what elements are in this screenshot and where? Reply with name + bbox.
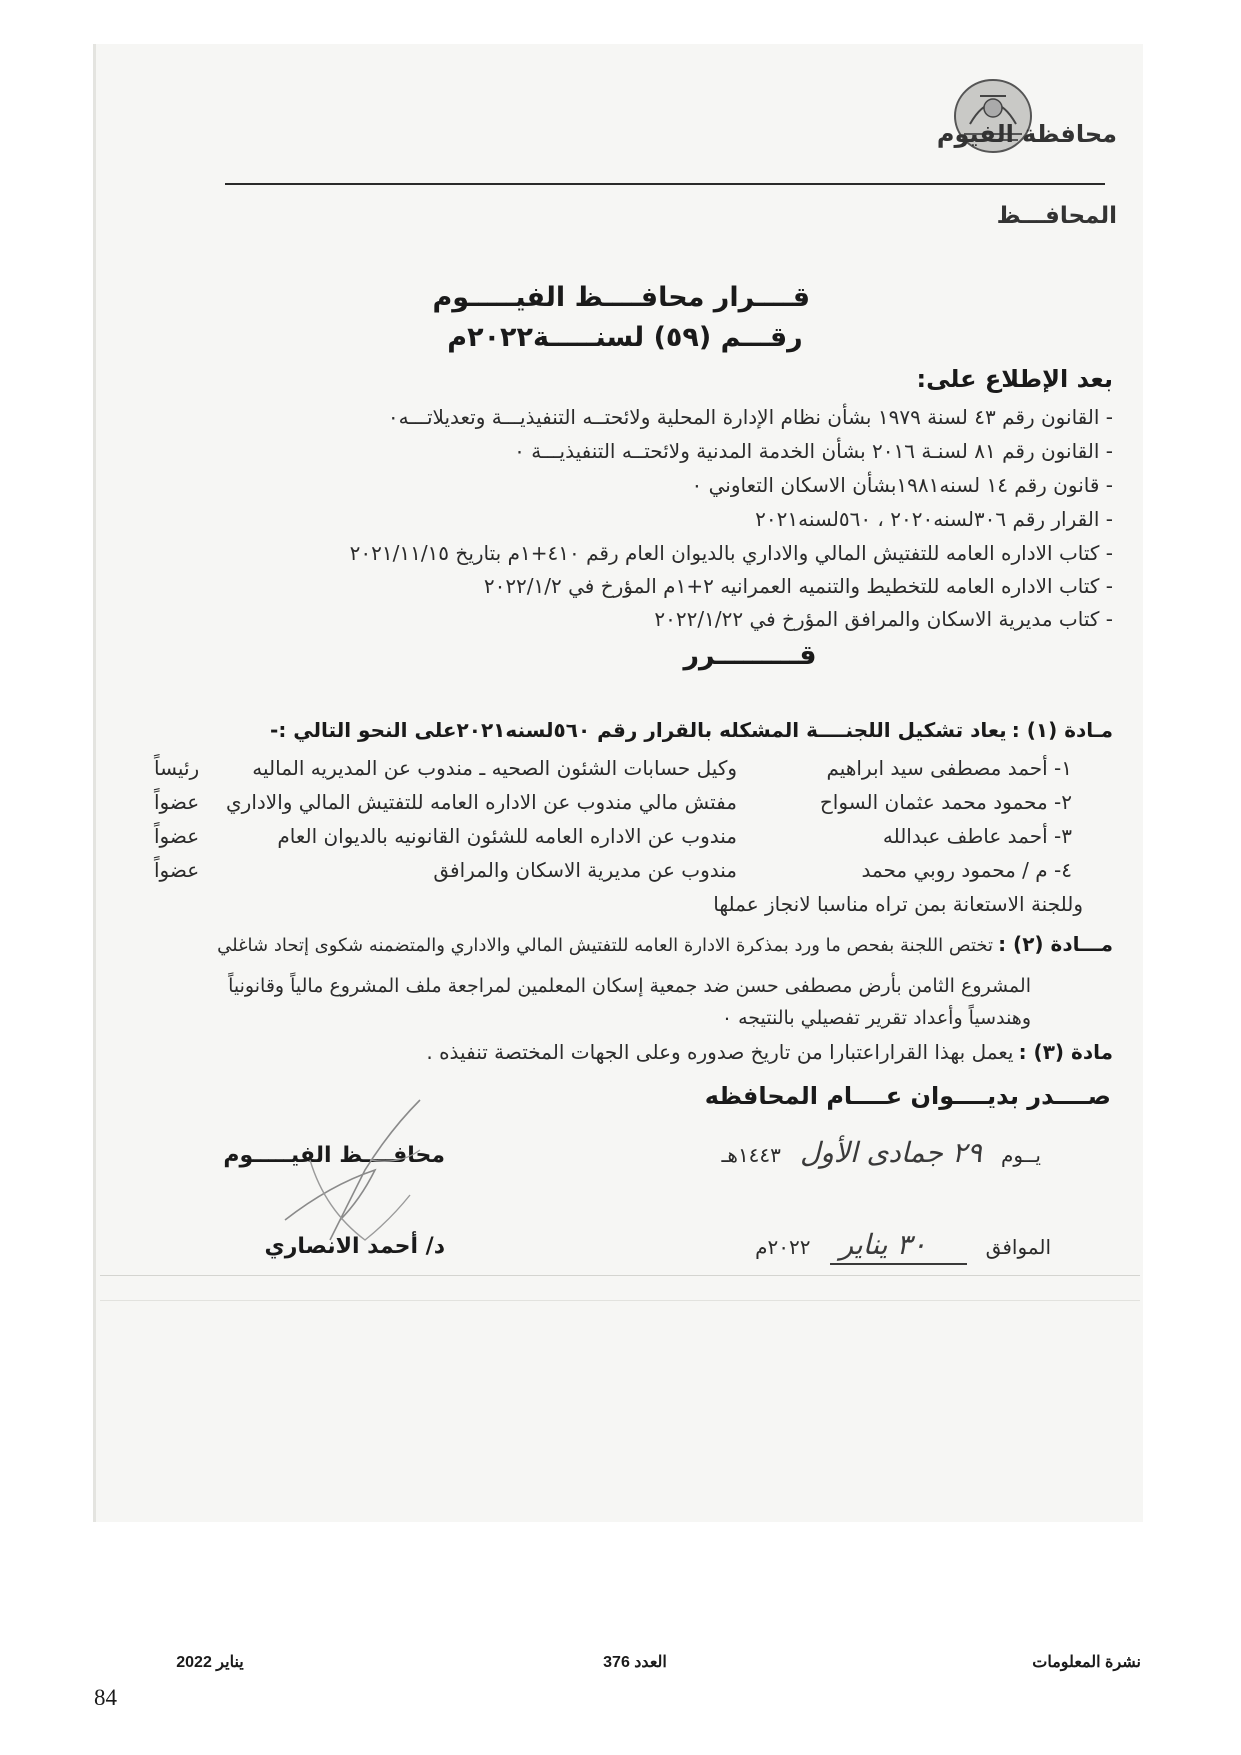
preamble-item: - القانون رقم ٤٣ لسنة ١٩٧٩ بشأن نظام الإدارة المحلية ولائحتــه التنفيذيـــة وتعديلاتـــه٠ xyxy=(387,405,1113,429)
signatory-name: د/ أحمد الانصاري xyxy=(264,1234,445,1259)
issued-heading: صــــدر بديــــوان عــــام المحافظه xyxy=(704,1082,1111,1110)
committee-note: وللجنة الاستعانة بمن تراه مناسبا لانجاز عملها xyxy=(713,892,1083,916)
member-role: عضواً xyxy=(154,858,200,882)
preamble-item: - كتاب الاداره العامه للتفتيش المالي والاداري بالديوان العام رقم ٤١٠+١م بتاريخ ٢٠٢١/١١/١٥ xyxy=(349,541,1113,565)
article-2-label: مـــادة (٢) : xyxy=(998,932,1113,956)
footer-issue: العدد 376 xyxy=(603,1654,667,1671)
handwritten-day: ٢٩ جمادى الأول xyxy=(800,1136,982,1169)
article-1 xyxy=(270,718,1113,742)
scan-artifact-line xyxy=(100,1275,1140,1276)
scan-artifact-line xyxy=(100,1300,1140,1301)
member-name: ٣- أحمد عاطف عبدالله xyxy=(882,824,1072,848)
article-3-text: يعمل بهذا القراراعتبارا من تاريخ صدوره وعلى الجهات المختصة تنفيذه . xyxy=(426,1040,1014,1064)
gregorian-year: ٢٠٢٢م xyxy=(755,1235,811,1259)
committee-member xyxy=(150,858,1100,888)
footer-publication: نشرة المعلومات xyxy=(1032,1654,1141,1671)
page-number: 84 xyxy=(94,1685,117,1710)
committee-member xyxy=(150,790,1100,820)
footer-month: يناير 2022 xyxy=(176,1654,244,1671)
handwritten-date: ٣٠ يناير xyxy=(830,1228,967,1265)
member-position: مندوب عن الاداره العامه للشئون القانونيه بالديوان العام xyxy=(277,824,737,848)
preamble-item: - القانون رقم ٨١ لسنـة ٢٠١٦ بشأن الخدمة المدنية ولائحتــه التنفيذيـــة ٠ xyxy=(514,439,1113,463)
member-role: عضواً xyxy=(154,790,200,814)
governorate-name: محافظة الفيوم xyxy=(936,120,1117,148)
article-1-text: يعاد تشكيل اللجنــــة المشكله بالقرار رقم ٥٦٠لسنه٢٠٢١على النحو التالي :- xyxy=(270,718,1007,742)
decree-number: رقـــم (٥٩) لسنـــــة٢٠٢٢م xyxy=(447,322,803,353)
decree-title: قــــرار محافــــظ الفيـــــوم xyxy=(432,282,810,313)
article-2-line: وهندسياً وأعداد تقرير تفصيلي بالنتيجه ٠ xyxy=(721,1007,1031,1029)
member-position: وكيل حسابات الشئون الصحيه ـ مندوب عن المديريه الماليه xyxy=(252,756,737,780)
hijri-date xyxy=(722,1136,1041,1169)
member-position: مندوب عن مديرية الاسكان والمرافق xyxy=(433,858,737,882)
article-2-line: المشروع الثامن بأرض مصطفى حسن ضد جمعية إسكان المعلمين لمراجعة ملف المشروع مالياً وقانونياً xyxy=(228,975,1031,997)
preamble-intro: بعد الإطلاع على: xyxy=(916,365,1113,393)
member-role: رئيساً xyxy=(154,756,200,780)
member-name: ٤- م / محمود روبي محمد xyxy=(861,858,1072,882)
preamble-item: - القرار رقم ٣٠٦لسنه٢٠٢٠ ، ٥٦٠لسنه٢٠٢١ xyxy=(755,507,1113,531)
article-3 xyxy=(426,1040,1113,1064)
preamble-item: - قانون رقم ١٤ لسنه١٩٨١بشأن الاسكان التعاوني ٠ xyxy=(691,473,1113,497)
signatory-title: محافــــظ الفيـــــوم xyxy=(223,1143,445,1168)
committee-member xyxy=(150,824,1100,854)
member-name: ٢- محمود محمد عثمان السواح xyxy=(819,790,1072,814)
member-position: مفتش مالي مندوب عن الاداره العامه للتفتيش المالي والاداري xyxy=(226,790,737,814)
article-3-label: مادة (٣) : xyxy=(1018,1040,1113,1064)
office-label: المحافـــظ xyxy=(996,203,1117,229)
article-1-label: مـادة (١) : xyxy=(1011,718,1113,742)
day-label: يــوم xyxy=(1001,1143,1041,1167)
hijri-year: ١٤٤٣هـ xyxy=(721,1143,781,1167)
header-rule xyxy=(225,183,1105,185)
preamble-item: - كتاب مديرية الاسكان والمرافق المؤرخ في ٢٠٢٢/١/٢٢ xyxy=(654,607,1113,631)
preamble-item: - كتاب الاداره العامه للتخطيط والتنميه العمرانيه ٢+١م المؤرخ في ٢٠٢٢/١/٢ xyxy=(483,574,1113,598)
committee-member xyxy=(150,756,1100,786)
article-2 xyxy=(217,932,1113,956)
gregorian-date xyxy=(755,1228,1051,1261)
article-2-line: تختص اللجنة بفحص ما ورد بمذكرة الادارة العامه للتفتيش المالي والاداري والمتضمنه شكوى إتحاد شاغلي xyxy=(217,935,993,956)
member-name: ١- أحمد مصطفى سيد ابراهيم xyxy=(826,756,1072,780)
member-role: عضواً xyxy=(154,824,200,848)
decides-heading: قـــــــــرر xyxy=(683,640,817,671)
date-label: الموافق xyxy=(985,1235,1051,1259)
